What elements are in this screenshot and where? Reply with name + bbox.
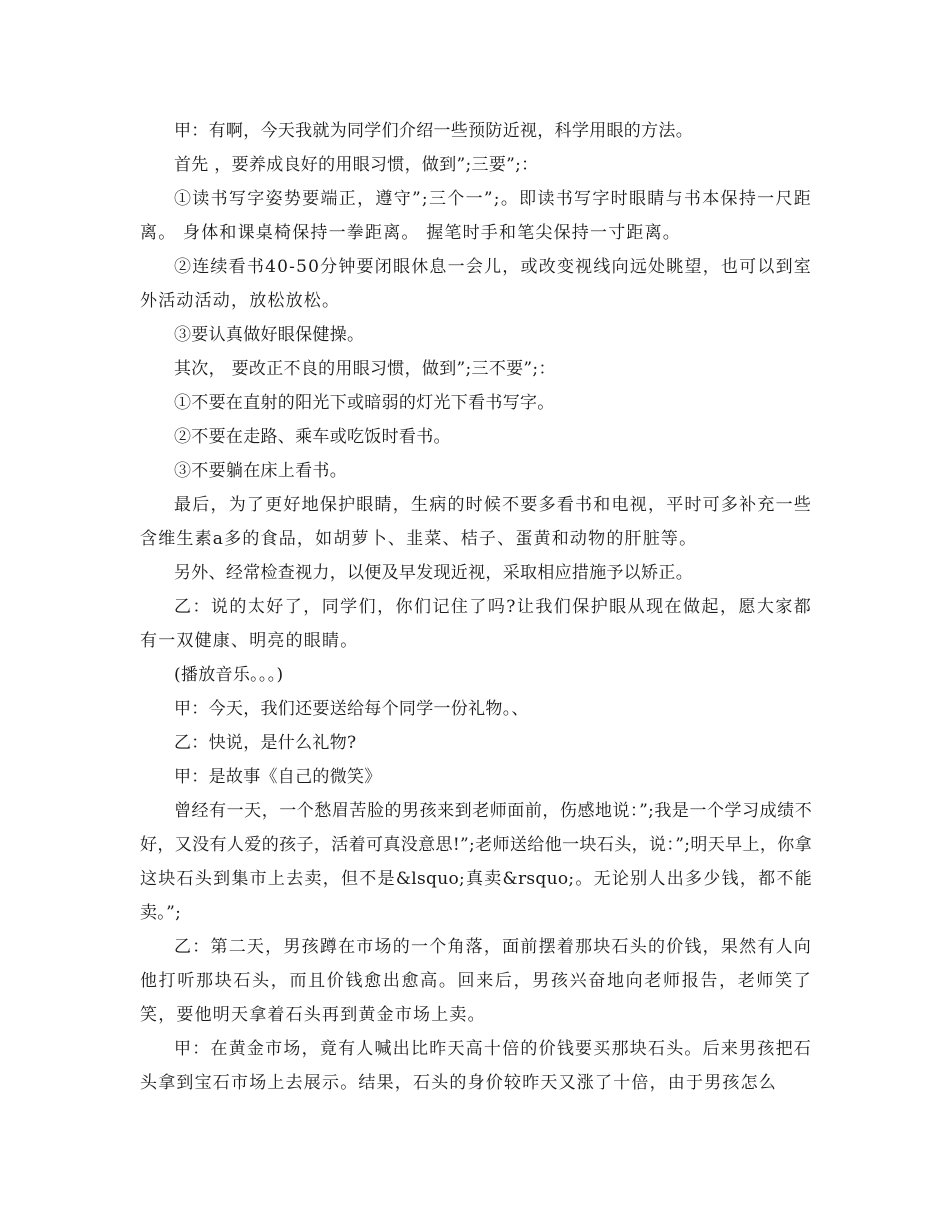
paragraph: 甲：有啊，今天我就为同学们介绍一些预防近视，科学用眼的方法。 xyxy=(174,121,693,141)
paragraph: 乙：说的太好了，同学们，你们记住了吗?让我们保护眼从现在做起，愿大家都有一双健康、明亮的眼睛。 xyxy=(140,597,812,651)
paragraph: 首先 ，要养成良好的用眼习惯，做到”;三要”;： xyxy=(174,155,539,175)
paragraph: ②连续看书40-50分钟要闭眼休息一会儿，或改变视线向远处眺望，也可以到室外活动活动，放松放松。 xyxy=(140,257,812,311)
paragraph: ②不要在走路、乘车或吃饭时看书。 xyxy=(174,427,451,447)
paragraph: ③不要躺在床上看书。 xyxy=(174,461,347,481)
paragraph: (播放音乐。。。) xyxy=(174,665,284,685)
paragraph: 乙：快说，是什么礼物? xyxy=(174,733,357,753)
paragraph: ①不要在直射的阳光下或暗弱的灯光下看书写字。 xyxy=(174,393,555,413)
paragraph: 曾经有一天，一个愁眉苦脸的男孩来到老师面前，伤感地说：”;我是一个学习成绩不好，又没有人爱的孩子，活着可真没意思!”;老师送给他一块石头，说：”;明天早上，你拿这块石头到集市上去卖，但不是&lsquo;真卖&rsquo;。无论别人出多少钱，都不能卖。”; xyxy=(140,801,812,923)
paragraph: ③要认真做好眼保健操。 xyxy=(174,325,365,345)
paragraph: 最后，为了更好地保护眼睛，生病的时候不要多看书和电视，平时可多补充一些含维生素a多的食品，如胡萝卜、韭菜、桔子、蛋黄和动物的肝脏等。 xyxy=(140,495,812,549)
paragraph: 甲：是故事《自己的微笑》 xyxy=(174,767,382,787)
document-body xyxy=(140,114,812,1100)
paragraph: 甲：在黄金市场，竟有人喊出比昨天高十倍的价钱要买那块石头。后来男孩把石头拿到宝石市场上去展示。结果，石头的身价较昨天又涨了十倍，由于男孩怎么 xyxy=(140,1039,812,1093)
paragraph: 其次， 要改正不良的用眼习惯，做到”;三不要”;： xyxy=(174,359,556,379)
paragraph: 乙：第二天，男孩蹲在市场的一个角落，面前摆着那块石头的价钱，果然有人向他打听那块石头，而且价钱愈出愈高。回来后，男孩兴奋地向老师报告，老师笑了笑，要他明天拿着石头再到黄金市场上卖。 xyxy=(140,937,812,1025)
paragraph: ①读书写字姿势要端正，遵守”;三个一”;。即读书写字时眼睛与书本保持一尺距离。 身体和课桌椅保持一拳距离。 握笔时手和笔尖保持一寸距离。 xyxy=(140,189,812,243)
paragraph: 甲：今天，我们还要送给每个同学一份礼物。、 xyxy=(174,699,529,719)
paragraph: 另外、经常检查视力，以便及早发现近视，采取相应措施予以矫正。 xyxy=(174,563,693,583)
